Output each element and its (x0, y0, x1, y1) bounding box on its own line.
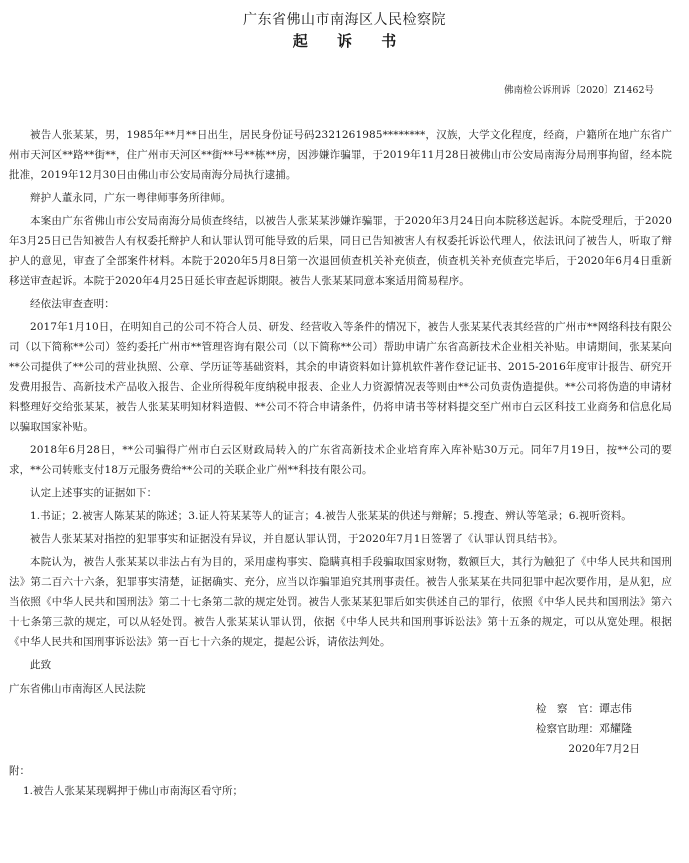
attachment-item: 1.被告人张某某现羁押于佛山市南海区看守所； (23, 785, 244, 797)
defendant-info-paragraph: 被告人张某某，男，1985年**月**日出生，居民身份证号码2321261985********，汉族，大学文化程度，经商，户籍所在地广东省广州市天河区**路**街**，住广州市天河区**街**号**栋**房，因涉嫌诈骗罪，于2019年11月28日被佛山市公安局南海分局刑事拘留，经本院批准，2019年12月30日由佛山市公安局南海分局执行逮捕。 (9, 129, 672, 181)
document-body (9, 125, 680, 801)
evidence-list-paragraph: 1.书证；2.被害人陈某某的陈述；3.证人符某某等人的证言；4.被告人张某某的供述与辩解；5.搜查、辨认等笔录；6.视听资料。 (30, 510, 632, 522)
procuratorate-name: 广东省佛山市南海区人民检察院 (243, 12, 446, 28)
salutation: 此致 (30, 659, 52, 671)
document-number: 佛南检公诉刑诉〔2020〕Z1462号 (504, 85, 654, 96)
facts-subsidy-paragraph: 2018年6月28日，**公司骗得广州市白云区财政局转入的广东省高新技术企业培育库入库补贴30万元。同年7月19日，按**公司的要求，**公司转账支付18万元服务费给**公司的关联企业广州**科技有限公司。 (9, 444, 672, 476)
document-title: 起 诉 书 (292, 32, 409, 50)
conclusion-paragraph: 本院认为，被告人张某某以非法占有为目的，采用虚构事实、隐瞒真相手段骗取国家财物，数额巨大，其行为触犯了《中华人民共和国刑法》第二百六十六条，犯罪事实清楚，证据确实、充分，应当以诈骗罪追究其刑事责任。被告人张某某在共同犯罪中起次要作用，是从犯，应当依照《中华人民共和国刑法》第二十七条第二款的规定处罚。被告人张某某犯罪后如实供述自己的罪行，依照《中华人民共和国刑法》第六十七条第三款的规定，可以从轻处罚。被告人张某某认罪认罚，依据《中华人民共和国刑事诉讼法》第十五条的规定，可以从宽处理。根据《中华人民共和国刑事诉讼法》第一百七十六条的规定，提起公诉，请依法判处。 (9, 556, 672, 648)
assistant-label: 检察官助理： (536, 723, 599, 735)
prosecutor-signature (9, 699, 672, 719)
signature-date: 2020年7月2日 (568, 743, 640, 755)
prosecutor-label: 检 察 官： (536, 703, 599, 715)
prosecutor-name: 谭志伟 (599, 702, 632, 715)
evidence-intro-paragraph: 认定上述事实的证据如下： (30, 487, 158, 499)
plea-paragraph: 被告人张某某对指控的犯罪事实和证据没有异议，并自愿认罪认罚，于2020年7月1日签署了《认罪认罚具结书》。 (30, 533, 564, 545)
facts-paragraph: 2017年1月10日，在明知自己的公司不符合人员、研发、经营收入等条件的情况下，被告人张某某代表其经营的广州市**网络科技有限公司（以下简称**公司）签约委托广州市**管理咨询有限公司（以下简称**公司）帮助申请广东省高新技术企业相关补贴。申请期间，张某某向**公司提供了**公司的营业执照、公章、学历证等基础资料，其余的申请资料如计算机软件著作登记证书、2015-2016年度审计报告、研究开发费用报告、高新技术产品收入报告、企业所得税年度纳税申报表、企业人力资源情况表等则由**公司负责伪造提供。**公司将伪造的申请材料整理好交给张某某，被告人张某某明知材料造假、**公司不符合申请条件，仍将申请书等材料提交至广州市白云区科技工业商务和信息化局以骗取国家补贴。 (9, 321, 672, 433)
defense-counsel-paragraph: 辩护人董永同，广东一粤律师事务所律师。 (30, 192, 232, 204)
case-procedure-paragraph: 本案由广东省佛山市公安局南海分局侦查终结，以被告人张某某涉嫌诈骗罪，于2020年3月24日向本院移送起诉。本院受理后，于2020年3月25日已告知被告人有权委托辩护人和认罪认罚可能导致的后果，同日已告知被害人有权委托诉讼代理人，依法讯问了被告人，听取了辩护人的意见，审查了全部案件材料。本院于2020年5月8日第一次退回侦查机关补充侦查，侦查机关补充侦查完毕后，于2020年6月4日重新移送审查起诉。本院于2020年4月25日延长审查起诉期限。被告人张某某同意本案适用简易程序。 (9, 215, 672, 287)
attachment-label: 附： (9, 765, 30, 777)
court-name: 广东省佛山市南海区人民法院 (9, 683, 146, 695)
assistant-name: 邓耀隆 (599, 722, 632, 735)
assistant-signature (9, 719, 672, 739)
findings-intro-paragraph: 经依法审查查明： (30, 298, 115, 310)
